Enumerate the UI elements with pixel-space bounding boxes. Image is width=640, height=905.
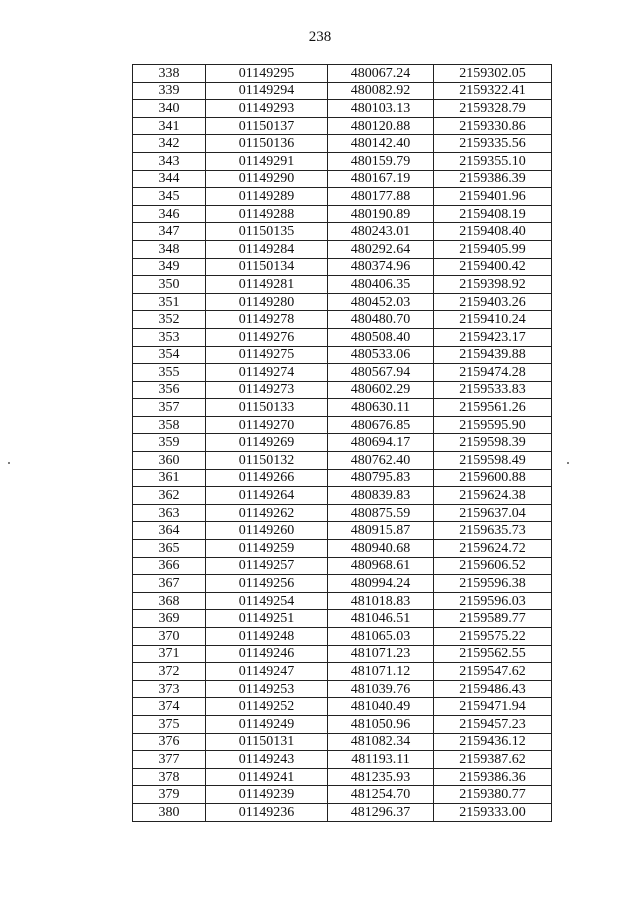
y-coordinate-cell: 2159596.03 <box>434 592 552 610</box>
table-row <box>133 293 552 311</box>
x-coordinate-cell: 480167.19 <box>328 170 434 188</box>
object-code-cell: 01149266 <box>206 469 328 487</box>
table-row <box>133 557 552 575</box>
table-row <box>133 663 552 681</box>
point-number-cell: 365 <box>133 540 206 558</box>
point-number-cell: 361 <box>133 469 206 487</box>
x-coordinate-cell: 480103.13 <box>328 100 434 118</box>
table-row <box>133 240 552 258</box>
object-code-cell: 01149241 <box>206 768 328 786</box>
object-code-cell: 01150137 <box>206 117 328 135</box>
x-coordinate-cell: 481296.37 <box>328 803 434 821</box>
table-row <box>133 346 552 364</box>
point-number-cell: 366 <box>133 557 206 575</box>
point-number-cell: 342 <box>133 135 206 153</box>
object-code-cell: 01149278 <box>206 311 328 329</box>
object-code-cell: 01150132 <box>206 452 328 470</box>
table-row <box>133 416 552 434</box>
point-number-cell: 373 <box>133 680 206 698</box>
y-coordinate-cell: 2159624.38 <box>434 487 552 505</box>
table-row <box>133 698 552 716</box>
table-row <box>133 434 552 452</box>
y-coordinate-cell: 2159408.19 <box>434 205 552 223</box>
point-number-cell: 368 <box>133 592 206 610</box>
point-number-cell: 358 <box>133 416 206 434</box>
object-code-cell: 01149251 <box>206 610 328 628</box>
table-row <box>133 328 552 346</box>
table-row <box>133 258 552 276</box>
table-row <box>133 487 552 505</box>
point-number-cell: 357 <box>133 399 206 417</box>
y-coordinate-cell: 2159330.86 <box>434 117 552 135</box>
y-coordinate-cell: 2159328.79 <box>434 100 552 118</box>
x-coordinate-cell: 480567.94 <box>328 364 434 382</box>
y-coordinate-cell: 2159410.24 <box>434 311 552 329</box>
table-row <box>133 100 552 118</box>
object-code-cell: 01149239 <box>206 786 328 804</box>
point-number-cell: 377 <box>133 751 206 769</box>
y-coordinate-cell: 2159600.88 <box>434 469 552 487</box>
y-coordinate-cell: 2159302.05 <box>434 65 552 83</box>
y-coordinate-cell: 2159400.42 <box>434 258 552 276</box>
point-number-cell: 344 <box>133 170 206 188</box>
object-code-cell: 01149288 <box>206 205 328 223</box>
object-code-cell: 01149274 <box>206 364 328 382</box>
object-code-cell: 01149253 <box>206 680 328 698</box>
table-row <box>133 205 552 223</box>
point-number-cell: 374 <box>133 698 206 716</box>
y-coordinate-cell: 2159637.04 <box>434 504 552 522</box>
y-coordinate-cell: 2159595.90 <box>434 416 552 434</box>
y-coordinate-cell: 2159474.28 <box>434 364 552 382</box>
object-code-cell: 01150134 <box>206 258 328 276</box>
y-coordinate-cell: 2159547.62 <box>434 663 552 681</box>
x-coordinate-cell: 480915.87 <box>328 522 434 540</box>
x-coordinate-cell: 481235.93 <box>328 768 434 786</box>
x-coordinate-cell: 480452.03 <box>328 293 434 311</box>
x-coordinate-cell: 481050.96 <box>328 715 434 733</box>
table-row <box>133 504 552 522</box>
y-coordinate-cell: 2159333.00 <box>434 803 552 821</box>
point-number-cell: 378 <box>133 768 206 786</box>
point-number-cell: 343 <box>133 152 206 170</box>
y-coordinate-cell: 2159423.17 <box>434 328 552 346</box>
object-code-cell: 01149289 <box>206 188 328 206</box>
point-number-cell: 347 <box>133 223 206 241</box>
table-row <box>133 170 552 188</box>
y-coordinate-cell: 2159561.26 <box>434 399 552 417</box>
table-row <box>133 65 552 83</box>
point-number-cell: 341 <box>133 117 206 135</box>
point-number-cell: 345 <box>133 188 206 206</box>
y-coordinate-cell: 2159596.38 <box>434 575 552 593</box>
table-row <box>133 751 552 769</box>
y-coordinate-cell: 2159401.96 <box>434 188 552 206</box>
point-number-cell: 355 <box>133 364 206 382</box>
object-code-cell: 01149276 <box>206 328 328 346</box>
y-coordinate-cell: 2159386.39 <box>434 170 552 188</box>
x-coordinate-cell: 480082.92 <box>328 82 434 100</box>
object-code-cell: 01149284 <box>206 240 328 258</box>
x-coordinate-cell: 480762.40 <box>328 452 434 470</box>
x-coordinate-cell: 480676.85 <box>328 416 434 434</box>
x-coordinate-cell: 480694.17 <box>328 434 434 452</box>
object-code-cell: 01149270 <box>206 416 328 434</box>
x-coordinate-cell: 480159.79 <box>328 152 434 170</box>
y-coordinate-cell: 2159606.52 <box>434 557 552 575</box>
object-code-cell: 01150136 <box>206 135 328 153</box>
x-coordinate-cell: 480243.01 <box>328 223 434 241</box>
table-row <box>133 82 552 100</box>
table-row <box>133 540 552 558</box>
point-number-cell: 363 <box>133 504 206 522</box>
y-coordinate-cell: 2159405.99 <box>434 240 552 258</box>
x-coordinate-cell: 480630.11 <box>328 399 434 417</box>
object-code-cell: 01149294 <box>206 82 328 100</box>
y-coordinate-cell: 2159398.92 <box>434 276 552 294</box>
table-row <box>133 381 552 399</box>
point-number-cell: 367 <box>133 575 206 593</box>
page-number: 238 <box>308 29 332 45</box>
y-coordinate-cell: 2159386.36 <box>434 768 552 786</box>
y-coordinate-cell: 2159562.55 <box>434 645 552 663</box>
object-code-cell: 01149260 <box>206 522 328 540</box>
object-code-cell: 01149259 <box>206 540 328 558</box>
y-coordinate-cell: 2159635.73 <box>434 522 552 540</box>
table-row <box>133 135 552 153</box>
x-coordinate-cell: 481082.34 <box>328 733 434 751</box>
x-coordinate-cell: 481018.83 <box>328 592 434 610</box>
point-number-cell: 371 <box>133 645 206 663</box>
y-coordinate-cell: 2159589.77 <box>434 610 552 628</box>
table-row <box>133 803 552 821</box>
object-code-cell: 01149275 <box>206 346 328 364</box>
table-row <box>133 276 552 294</box>
table-row <box>133 223 552 241</box>
point-number-cell: 369 <box>133 610 206 628</box>
table-row <box>133 188 552 206</box>
y-coordinate-cell: 2159335.56 <box>434 135 552 153</box>
y-coordinate-cell: 2159457.23 <box>434 715 552 733</box>
object-code-cell: 01149256 <box>206 575 328 593</box>
x-coordinate-cell: 481039.76 <box>328 680 434 698</box>
point-number-cell: 353 <box>133 328 206 346</box>
point-number-cell: 360 <box>133 452 206 470</box>
object-code-cell: 01150133 <box>206 399 328 417</box>
point-number-cell: 352 <box>133 311 206 329</box>
table-row <box>133 364 552 382</box>
x-coordinate-cell: 480142.40 <box>328 135 434 153</box>
x-coordinate-cell: 480177.88 <box>328 188 434 206</box>
object-code-cell: 01149262 <box>206 504 328 522</box>
table-row <box>133 715 552 733</box>
x-coordinate-cell: 480839.83 <box>328 487 434 505</box>
object-code-cell: 01149247 <box>206 663 328 681</box>
x-coordinate-cell: 481040.49 <box>328 698 434 716</box>
y-coordinate-cell: 2159436.12 <box>434 733 552 751</box>
x-coordinate-cell: 480508.40 <box>328 328 434 346</box>
y-coordinate-cell: 2159598.39 <box>434 434 552 452</box>
point-number-cell: 348 <box>133 240 206 258</box>
table-row <box>133 469 552 487</box>
object-code-cell: 01149293 <box>206 100 328 118</box>
x-coordinate-cell: 481065.03 <box>328 628 434 646</box>
object-code-cell: 01149264 <box>206 487 328 505</box>
object-code-cell: 01149243 <box>206 751 328 769</box>
table-row <box>133 628 552 646</box>
table-row <box>133 592 552 610</box>
point-number-cell: 340 <box>133 100 206 118</box>
object-code-cell: 01149254 <box>206 592 328 610</box>
point-number-cell: 375 <box>133 715 206 733</box>
object-code-cell: 01149236 <box>206 803 328 821</box>
point-number-cell: 338 <box>133 65 206 83</box>
object-code-cell: 01149280 <box>206 293 328 311</box>
x-coordinate-cell: 481046.51 <box>328 610 434 628</box>
object-code-cell: 01149291 <box>206 152 328 170</box>
table-row <box>133 452 552 470</box>
table-row <box>133 645 552 663</box>
x-coordinate-cell: 480940.68 <box>328 540 434 558</box>
y-coordinate-cell: 2159408.40 <box>434 223 552 241</box>
table-row <box>133 117 552 135</box>
point-number-cell: 350 <box>133 276 206 294</box>
y-coordinate-cell: 2159403.26 <box>434 293 552 311</box>
x-coordinate-cell: 480406.35 <box>328 276 434 294</box>
scan-speck-left <box>8 462 10 464</box>
table-row <box>133 575 552 593</box>
table-row <box>133 152 552 170</box>
scan-speck-right <box>567 462 569 464</box>
point-number-cell: 376 <box>133 733 206 751</box>
y-coordinate-cell: 2159575.22 <box>434 628 552 646</box>
x-coordinate-cell: 481193.11 <box>328 751 434 769</box>
y-coordinate-cell: 2159533.83 <box>434 381 552 399</box>
coordinates-table <box>132 64 552 822</box>
x-coordinate-cell: 480994.24 <box>328 575 434 593</box>
object-code-cell: 01149252 <box>206 698 328 716</box>
x-coordinate-cell: 480875.59 <box>328 504 434 522</box>
y-coordinate-cell: 2159486.43 <box>434 680 552 698</box>
y-coordinate-cell: 2159471.94 <box>434 698 552 716</box>
table-row <box>133 399 552 417</box>
point-number-cell: 359 <box>133 434 206 452</box>
x-coordinate-cell: 480120.88 <box>328 117 434 135</box>
x-coordinate-cell: 480533.06 <box>328 346 434 364</box>
object-code-cell: 01150135 <box>206 223 328 241</box>
table-row <box>133 610 552 628</box>
y-coordinate-cell: 2159439.88 <box>434 346 552 364</box>
object-code-cell: 01149273 <box>206 381 328 399</box>
point-number-cell: 364 <box>133 522 206 540</box>
x-coordinate-cell: 480968.61 <box>328 557 434 575</box>
x-coordinate-cell: 480292.64 <box>328 240 434 258</box>
object-code-cell: 01149246 <box>206 645 328 663</box>
point-number-cell: 379 <box>133 786 206 804</box>
y-coordinate-cell: 2159598.49 <box>434 452 552 470</box>
x-coordinate-cell: 481254.70 <box>328 786 434 804</box>
x-coordinate-cell: 480480.70 <box>328 311 434 329</box>
point-number-cell: 346 <box>133 205 206 223</box>
y-coordinate-cell: 2159355.10 <box>434 152 552 170</box>
x-coordinate-cell: 481071.12 <box>328 663 434 681</box>
x-coordinate-cell: 480795.83 <box>328 469 434 487</box>
object-code-cell: 01149249 <box>206 715 328 733</box>
object-code-cell: 01149248 <box>206 628 328 646</box>
point-number-cell: 356 <box>133 381 206 399</box>
table-row <box>133 733 552 751</box>
y-coordinate-cell: 2159322.41 <box>434 82 552 100</box>
x-coordinate-cell: 480190.89 <box>328 205 434 223</box>
point-number-cell: 339 <box>133 82 206 100</box>
point-number-cell: 380 <box>133 803 206 821</box>
table-row <box>133 311 552 329</box>
object-code-cell: 01149257 <box>206 557 328 575</box>
y-coordinate-cell: 2159624.72 <box>434 540 552 558</box>
y-coordinate-cell: 2159380.77 <box>434 786 552 804</box>
table-row <box>133 768 552 786</box>
table-row <box>133 680 552 698</box>
table-row <box>133 786 552 804</box>
table-row <box>133 522 552 540</box>
object-code-cell: 01149290 <box>206 170 328 188</box>
point-number-cell: 370 <box>133 628 206 646</box>
y-coordinate-cell: 2159387.62 <box>434 751 552 769</box>
object-code-cell: 01149281 <box>206 276 328 294</box>
point-number-cell: 354 <box>133 346 206 364</box>
x-coordinate-cell: 480602.29 <box>328 381 434 399</box>
coordinates-table-body <box>133 65 552 822</box>
x-coordinate-cell: 480067.24 <box>328 65 434 83</box>
object-code-cell: 01149295 <box>206 65 328 83</box>
object-code-cell: 01150131 <box>206 733 328 751</box>
x-coordinate-cell: 480374.96 <box>328 258 434 276</box>
x-coordinate-cell: 481071.23 <box>328 645 434 663</box>
point-number-cell: 372 <box>133 663 206 681</box>
point-number-cell: 351 <box>133 293 206 311</box>
point-number-cell: 349 <box>133 258 206 276</box>
point-number-cell: 362 <box>133 487 206 505</box>
object-code-cell: 01149269 <box>206 434 328 452</box>
